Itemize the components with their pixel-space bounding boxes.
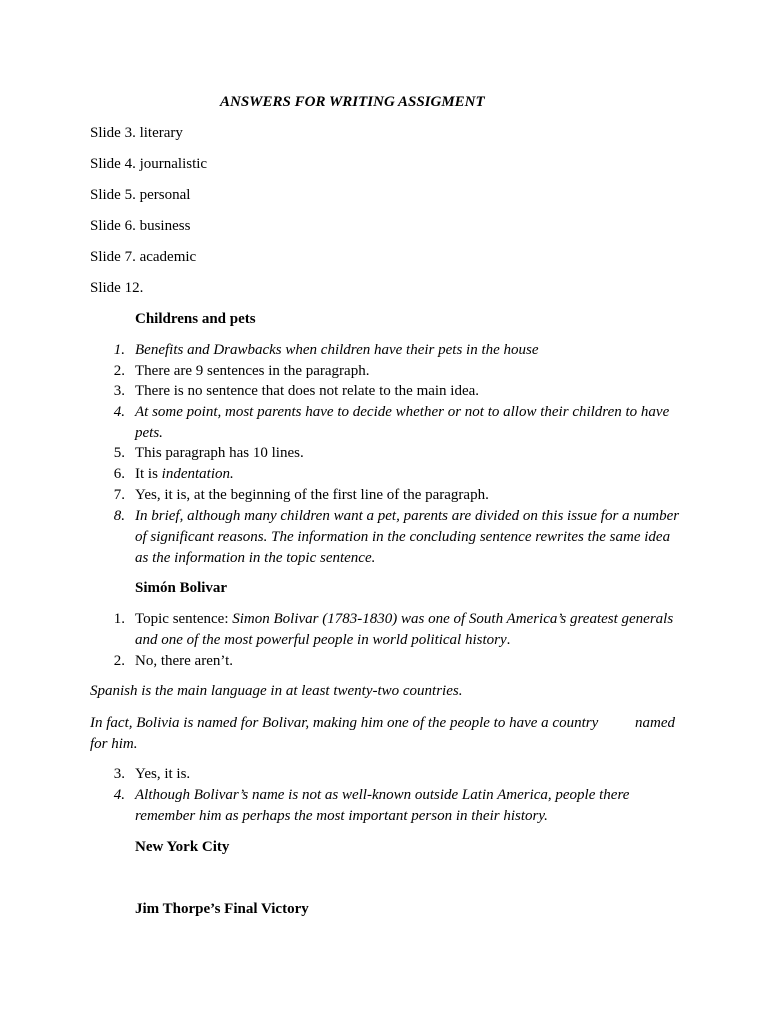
section-heading-nyc: New York City xyxy=(135,839,230,855)
list-item: Yes, it is. xyxy=(135,766,191,782)
slide-answer: Slide 12. xyxy=(90,280,144,296)
paragraph-line: for him. xyxy=(90,735,138,752)
list-number: 1. xyxy=(113,342,125,358)
list-item: No, there aren’t. xyxy=(135,653,234,669)
bolivar-paragraph: Spanish is the main language in at least twenty-two countries. xyxy=(90,683,463,699)
bolivar-paragraph xyxy=(90,713,675,755)
list-item: At some point, most parents have to decide whether or not to allow their children to have pets. xyxy=(135,404,670,441)
list-item: Benefits and Drawbacks when children have their pets in the house xyxy=(135,342,539,358)
list-number: 5. xyxy=(113,445,125,461)
list-number: 2. xyxy=(113,363,125,379)
list-item: Yes, it is, at the beginning of the first line of the paragraph. xyxy=(135,487,489,503)
section-heading-children: Childrens and pets xyxy=(135,311,256,327)
list-item-emphasis: indentation. xyxy=(161,466,234,482)
list-item: Although Bolivar’s name is not as well-known outside Latin America, people there remember him as perhaps the most important person in their history. xyxy=(135,787,630,824)
list-item-suffix: . xyxy=(506,631,511,648)
list-number: 8. xyxy=(113,508,125,524)
list-number: 3. xyxy=(113,766,125,782)
list-item-emphasis: Simon Bolivar (1783-1830) was one of South America’s greatest generals and one of the most powerful people in world political history xyxy=(135,611,674,648)
list-item: There are 9 sentences in the paragraph. xyxy=(135,363,370,379)
section-heading-bolivar: Simón Bolivar xyxy=(135,580,228,596)
list-number: 7. xyxy=(113,487,125,503)
list-item-prefix: It is xyxy=(135,466,162,482)
list-item-prefix: Topic sentence: xyxy=(135,611,233,627)
slide-answer: Slide 3. literary xyxy=(90,125,183,141)
section-heading-thorpe: Jim Thorpe’s Final Victory xyxy=(135,901,309,917)
list-number: 6. xyxy=(113,466,125,482)
list-item: This paragraph has 10 lines. xyxy=(135,445,304,461)
document-title: ANSWERS FOR WRITING ASSIGMENT xyxy=(220,94,485,110)
slide-answer: Slide 6. business xyxy=(90,218,191,234)
list-number: 4. xyxy=(113,404,125,420)
list-item: In brief, although many children want a pet, parents are divided on this issue for a number of significant reasons. The information in the concluding sentence rewrites the same idea as the information in the topic sentence. xyxy=(135,508,680,566)
list-item: There is no sentence that does not relate to the main idea. xyxy=(135,383,480,399)
list-item xyxy=(135,464,680,485)
list-item xyxy=(135,609,680,651)
slide-answer: Slide 4. journalistic xyxy=(90,156,208,172)
list-number: 2. xyxy=(113,653,125,669)
paragraph-line: In fact, Bolivia is named for Bolivar, making him one of the people to have a country xyxy=(90,715,599,731)
slide-answer: Slide 7. academic xyxy=(90,249,197,265)
list-number: 1. xyxy=(113,611,125,627)
list-number: 4. xyxy=(113,787,125,803)
paragraph-line-end: named xyxy=(635,715,675,731)
list-number: 3. xyxy=(113,383,125,399)
slide-answer: Slide 5. personal xyxy=(90,187,191,203)
